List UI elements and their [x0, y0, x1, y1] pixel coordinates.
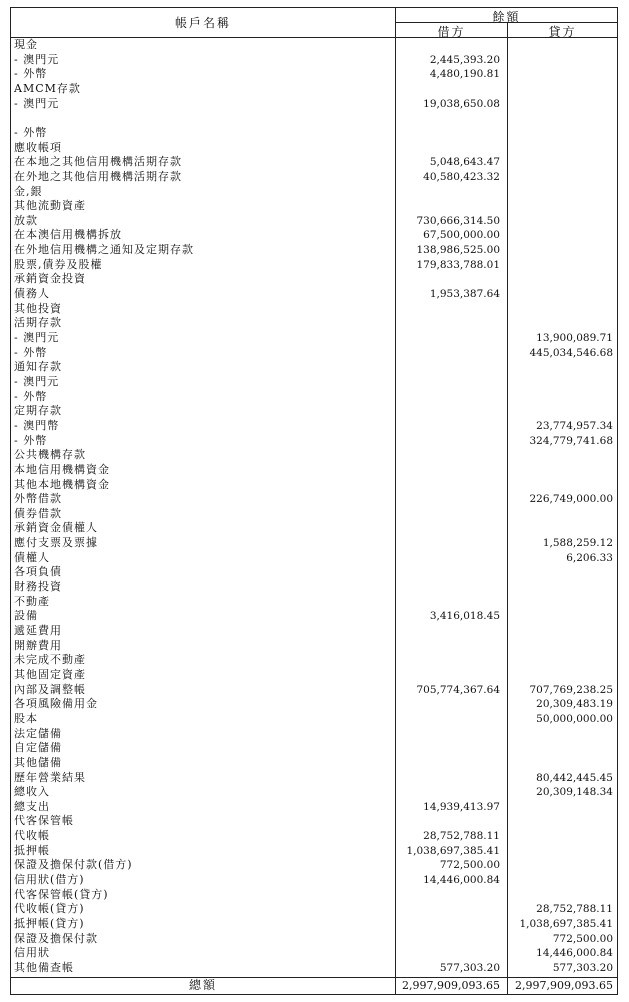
table-row [11, 697, 617, 711]
debit-value: 4,480,190.81 [429, 68, 500, 81]
table-row [11, 507, 617, 521]
account-name: 其他本地機構資金 [14, 477, 110, 491]
table-row [11, 302, 617, 316]
account-name: 保證及擔保付款 [14, 931, 98, 945]
credit-value: 6,206.33 [566, 551, 613, 564]
table-row [11, 888, 617, 902]
debit-value: 577,303.20 [439, 961, 500, 974]
table-row [11, 653, 617, 667]
trial-balance-table [10, 7, 618, 995]
header-account-name: 帳戶名稱 [174, 16, 231, 30]
account-name: 歷年營業結果 [14, 770, 86, 784]
account-name: 各項負債 [14, 565, 62, 579]
credit-value: 772,500.00 [552, 932, 613, 945]
table-row [11, 668, 617, 682]
credit-value: 28,752,788.11 [536, 903, 613, 916]
account-name: 在外地之其他信用機構活期存款 [14, 169, 182, 183]
table-row [11, 961, 617, 975]
account-name: - 澳門元 [14, 374, 60, 388]
table-row [11, 829, 617, 843]
account-name: 承銷資金投資 [14, 272, 86, 286]
table-row [11, 521, 617, 535]
account-name: 公共機構存款 [14, 448, 86, 462]
table-row [11, 771, 617, 785]
table-row [11, 463, 617, 477]
account-name: - 澳門元 [14, 52, 60, 66]
debit-value: 28,752,788.11 [423, 830, 500, 843]
table-row [11, 346, 617, 360]
table-row [11, 492, 617, 506]
account-name: 抵押帳 [14, 843, 50, 857]
account-name: 在本澳信用機構拆放 [14, 228, 122, 242]
debit-value: 730,666,314.50 [416, 214, 500, 227]
account-name: 抵押帳(貸方) [14, 917, 85, 930]
table-row [11, 609, 617, 623]
table-row [11, 199, 617, 213]
account-name: - 外幣 [14, 125, 48, 139]
table-row [11, 756, 617, 770]
account-name: - 外幣 [14, 389, 48, 403]
header-debit: 借方 [437, 25, 466, 39]
account-name: 各項風險備用金 [14, 697, 98, 711]
credit-value: 707,769,238.25 [529, 683, 613, 696]
credit-value: 226,749,000.00 [529, 493, 613, 506]
account-name: 金,銀 [14, 184, 43, 198]
debit-value: 14,446,000.84 [423, 874, 500, 887]
account-name: 內部及調整帳 [14, 682, 86, 696]
account-name: 開辦費用 [14, 638, 62, 652]
table-row [11, 902, 617, 916]
table-row [11, 331, 617, 345]
credit-value: 577,303.20 [552, 961, 613, 974]
table-row [11, 272, 617, 286]
account-name: 其他備查帳 [14, 960, 74, 974]
account-name: - 澳門元 [14, 331, 60, 344]
account-name: - 澳門元 [14, 96, 60, 110]
table-row [11, 624, 617, 638]
account-name: 其他流動資產 [14, 199, 86, 213]
table-row [11, 111, 617, 125]
table-row [11, 946, 617, 960]
table-row [11, 404, 617, 418]
debit-value: 772,500.00 [439, 859, 500, 872]
debit-value: 19,038,650.08 [423, 97, 500, 110]
debit-value: 1,953,387.64 [429, 288, 500, 301]
account-name: AMCM存款 [14, 81, 81, 95]
credit-value: 1,038,697,385.41 [519, 918, 613, 930]
table-row [11, 97, 617, 111]
account-name: 股票,債券及股權 [14, 257, 103, 271]
credit-value: 14,446,000.84 [536, 947, 613, 960]
account-name: 代收帳(貸方) [14, 902, 85, 916]
table-row [11, 844, 617, 858]
account-name: 不動產 [14, 594, 50, 608]
account-name: 活期存款 [14, 316, 62, 330]
table-row [11, 785, 617, 799]
table-row [11, 434, 617, 448]
account-name: 代收帳 [14, 829, 50, 843]
table-row [11, 53, 617, 67]
account-name: 遞延費用 [14, 624, 62, 637]
table-row [11, 565, 617, 579]
table-row [11, 228, 617, 242]
account-name: 應收帳項 [14, 140, 62, 154]
account-name: 承銷資金債權人 [14, 521, 98, 535]
table-row [11, 448, 617, 462]
table-row [11, 243, 617, 257]
account-name: 本地信用機構資金 [14, 462, 110, 476]
table-row [11, 419, 617, 433]
table-row [11, 858, 617, 872]
table-row [11, 185, 617, 199]
account-name: 債務人 [14, 287, 50, 301]
credit-value: 324,779,741.68 [529, 434, 613, 447]
credit-value: 1,588,259.12 [542, 537, 613, 550]
table-row [11, 917, 617, 931]
account-name: 放款 [14, 213, 38, 227]
account-name: 未完成不動產 [14, 653, 86, 667]
account-name: 代客保管帳 [14, 814, 74, 828]
table-row [11, 82, 617, 96]
table-row [11, 741, 617, 755]
account-name: 總收入 [14, 785, 50, 799]
debit-value: 40,580,423.32 [423, 170, 500, 183]
account-name: 在外地信用機構之通知及定期存款 [14, 243, 194, 257]
debit-value: 2,445,393.20 [429, 53, 500, 66]
table-row [11, 683, 617, 697]
table-row [11, 536, 617, 550]
account-name: 外幣借款 [14, 492, 62, 506]
account-name: 其他投資 [14, 301, 62, 315]
credit-value: 20,309,483.19 [536, 698, 613, 711]
credit-value: 20,309,148.34 [536, 786, 613, 799]
debit-value: 5,048,643.47 [429, 156, 500, 169]
credit-value: 50,000,000.00 [536, 712, 613, 725]
account-name: 股本 [14, 711, 38, 725]
table-row [11, 551, 617, 565]
account-name: 保證及擔保付款(借方) [14, 858, 133, 872]
table-row [11, 712, 617, 726]
table-row [11, 639, 617, 653]
table-row [11, 360, 617, 374]
debit-value: 3,416,018.45 [429, 610, 500, 623]
credit-value: 80,442,445.45 [536, 771, 613, 784]
account-name: 應付支票及票據 [14, 536, 98, 550]
debit-value: 179,833,788.01 [416, 258, 500, 271]
table-row [11, 67, 617, 81]
debit-value: 138,986,525.00 [416, 244, 500, 257]
account-name: 現金 [14, 38, 38, 51]
table-row [11, 258, 617, 272]
account-name: 法定儲備 [14, 726, 62, 740]
credit-value: 23,774,957.34 [536, 419, 613, 432]
header-credit: 貸方 [548, 25, 577, 39]
account-name: - 外幣 [14, 345, 48, 359]
account-name: 代客保管帳(貸方) [14, 887, 109, 901]
account-name: 在本地之其他信用機構活期存款 [14, 155, 182, 169]
table-row [11, 580, 617, 594]
account-name: 信用狀 [14, 946, 50, 960]
table-row [11, 478, 617, 492]
table-row [11, 287, 617, 301]
table-row [11, 126, 617, 140]
table-row [11, 141, 617, 155]
account-name: 總支出 [14, 799, 50, 813]
table-row [11, 155, 617, 169]
account-name: 債權人 [14, 550, 50, 564]
account-name: 自定儲備 [14, 741, 62, 755]
account-name: - 外幣 [14, 67, 48, 81]
table-row [11, 316, 617, 330]
debit-value: 67,500,000.00 [423, 229, 500, 242]
table-row [11, 214, 617, 228]
table-row [11, 873, 617, 887]
table-row [11, 727, 617, 741]
account-name: 財務投資 [14, 580, 62, 594]
account-name: 信用狀(借方) [14, 873, 85, 887]
debit-value: 705,774,367.64 [416, 683, 500, 696]
account-name: - 外幣 [14, 433, 48, 447]
debit-value: 1,038,697,385.41 [406, 844, 500, 857]
debit-value: 14,939,413.97 [423, 800, 500, 813]
table-row [11, 800, 617, 814]
table-row [11, 814, 617, 828]
header-balance: 餘額 [492, 10, 521, 24]
account-name: 設備 [14, 609, 38, 623]
total-label: 總額 [188, 978, 217, 992]
account-name: 其他固定資產 [14, 667, 86, 681]
account-name: 定期存款 [14, 404, 62, 418]
total-credit: 2,997,909,093.65 [515, 979, 613, 992]
table-row [11, 390, 617, 404]
total-row [11, 977, 617, 994]
total-debit: 2,997,909,093.65 [402, 979, 500, 992]
account-name: 債券借款 [14, 506, 62, 520]
credit-value: 445,034,546.68 [529, 346, 613, 359]
table-row [11, 375, 617, 389]
table-row [11, 170, 617, 184]
account-name: - 澳門幣 [14, 418, 60, 432]
table-row [11, 38, 617, 52]
account-name: 其他儲備 [14, 755, 62, 769]
table-row [11, 595, 617, 609]
credit-value: 13,900,089.71 [536, 332, 613, 344]
account-name: 通知存款 [14, 360, 62, 374]
table-row [11, 932, 617, 946]
